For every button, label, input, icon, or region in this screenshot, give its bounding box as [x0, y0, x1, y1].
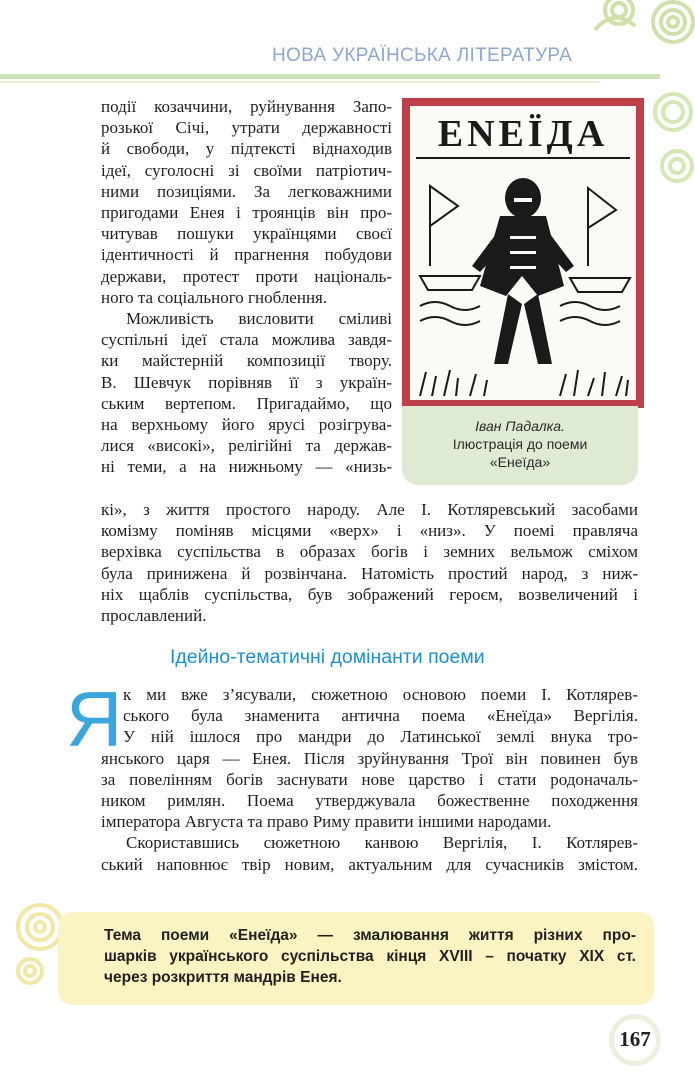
text-line: ними позиціями. За легковажними [101, 181, 392, 201]
illustration-caption [402, 406, 638, 485]
text-line: янського царя — Енея. Після зруйнування Трої він повинен був [101, 748, 638, 768]
drop-cap: Я [66, 675, 123, 763]
paragraph-1 [101, 96, 392, 478]
caption-line: «Енеїда» [489, 454, 551, 470]
text-line: ні теми, а на нижньому — «низь- [101, 457, 392, 477]
theme-statement [104, 925, 636, 988]
text-line: комізму поміняв місцями «верх» і «низ». У поемі правляча [101, 521, 638, 541]
paragraph-2-continuation [101, 499, 638, 626]
text-line: ніх щаблів суспільства, був зображений героєм, возвеличений і [101, 584, 638, 604]
text-line: ного та соціального гноблення. [101, 287, 328, 307]
text-line: кі», з життя простого народу. Але І. Котляревський засобами [101, 500, 638, 519]
text-line: ідеї, суголосні зі своїми патріотич- [101, 160, 392, 180]
header-divider-thin [0, 81, 600, 83]
text-line: У ній ішлося про мандри до Латинської землі внука тро- [123, 727, 638, 747]
text-line: розької Січі, утрати державності [101, 118, 392, 138]
text-line: була принижена й розвінчана. Натомість простий народ, з ниж- [101, 563, 638, 583]
text-line: суспільні ідеї стала можлива завдя- [101, 330, 392, 350]
illustration-image [410, 106, 636, 400]
text-line: на верхньому його ярусі розігрува- [101, 415, 392, 435]
text-line: ідентичності й прагнення побудови [101, 245, 392, 265]
page-number: 167 [619, 1027, 651, 1051]
text-line: Тема поеми «Енеїда» — змалювання життя різних про- [104, 927, 636, 944]
text-line: лися «високі», релігійні та держав- [101, 436, 392, 456]
paragraph-3 [101, 684, 638, 875]
text-line: держави, протест проти національ- [101, 266, 392, 286]
text-line: пригодами Енея і троянців він про- [101, 203, 392, 223]
running-header: НОВА УКРАЇНСЬКА ЛІТЕРАТУРА [272, 45, 573, 66]
illustration-frame [402, 98, 644, 408]
svg-text:ЕNЕЇДА: ЕNЕЇДА [437, 113, 609, 155]
cossack-woodcut-icon [410, 106, 636, 400]
text-line: ським вертепом. Пригадаймо, що [101, 393, 392, 413]
text-line: Можливість висловити сміливі [126, 309, 392, 329]
caption-line: Ілюстрація до поеми [452, 436, 588, 452]
text-line: події козаччини, руйнування Запо- [101, 97, 392, 116]
section-heading: Ідейно-тематичні домінанти поеми [170, 646, 485, 668]
text-line: к ми вже з’ясували, сюжетною основою поеми І. Котлярев- [123, 685, 638, 704]
text-line: ки майстерній композиції твору. [101, 351, 392, 371]
text-line: В. Шевчук порівняв її з україн- [101, 372, 392, 392]
text-line: ський наповнює твір новим, актуальним для сучасників змістом. [101, 854, 638, 874]
text-line: через розкриття мандрів Енея. [104, 969, 342, 986]
text-line: за повелінням богів заснувати нове царство і стати родоначаль- [101, 769, 638, 789]
text-line: ником римлян. Поема утверджувала божественне походження [101, 791, 638, 811]
text-line: імператора Августа та право Риму правити іншими народами. [101, 812, 552, 832]
caption-author: Іван Падалка. [475, 418, 565, 434]
text-line: прославлений. [101, 606, 207, 626]
text-line: читував пошуки українцями своєї [101, 224, 392, 244]
text-line: шарків українського суспільства кінця XVIII – початку XIX ст. [104, 948, 636, 965]
text-line: й свободи, у підтексті віднаходив [101, 139, 392, 159]
text-line: верхівка суспільства в образах богів і земних вельмож сміхом [101, 542, 638, 562]
text-line: ського була знаменита антична поема «Енеїда» Вергілія. [123, 706, 638, 726]
header-divider [0, 74, 660, 79]
text-line: Скориставшись сюжетною канвою Вергілія, І. Котлярев- [126, 833, 638, 853]
